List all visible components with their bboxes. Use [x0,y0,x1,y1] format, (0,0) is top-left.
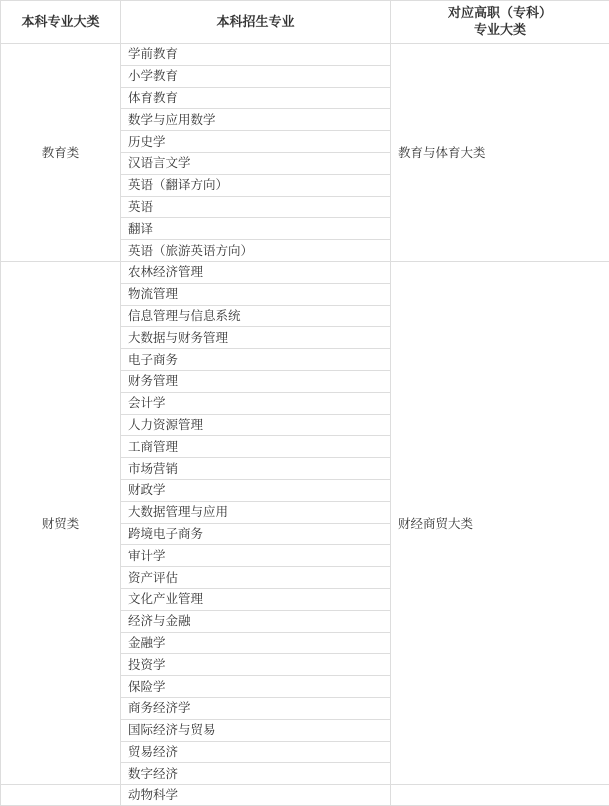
major-cell: 国际经济与贸易 [121,719,391,741]
table-row [1,785,609,806]
major-cell: 英语 [121,196,391,218]
major-cell: 经济与金融 [121,610,391,632]
major-cell: 人力资源管理 [121,414,391,436]
header-vocational-category [391,1,609,44]
major-cell: 审计学 [121,545,391,567]
vocational-category-cell [391,785,609,806]
major-cell: 电子商务 [121,349,391,371]
major-cell: 汉语言文学 [121,152,391,174]
major-cell: 小学教育 [121,65,391,87]
table-row [1,44,609,66]
header-vocational-line2: 专业大类 [391,22,609,39]
major-cell: 物流管理 [121,283,391,305]
major-cell: 财务管理 [121,370,391,392]
undergrad-category-cell: 教育类 [1,44,121,262]
major-cell: 数字经济 [121,763,391,785]
undergrad-category-cell [1,785,121,806]
table-row [1,261,609,283]
vocational-category-cell: 财经商贸大类 [391,261,609,784]
major-cell: 贸易经济 [121,741,391,763]
major-cell: 跨境电子商务 [121,523,391,545]
undergrad-category-cell: 财贸类 [1,261,121,784]
major-cell: 工商管理 [121,436,391,458]
major-cell: 市场营销 [121,458,391,480]
major-cell: 动物科学 [121,785,391,806]
major-cell: 会计学 [121,392,391,414]
header-undergrad-category: 本科专业大类 [1,1,121,44]
major-cell: 投资学 [121,654,391,676]
major-cell: 英语（翻译方向） [121,174,391,196]
major-cell: 财政学 [121,479,391,501]
major-cell: 翻译 [121,218,391,240]
major-cell: 金融学 [121,632,391,654]
major-cell: 资产评估 [121,567,391,589]
major-cell: 信息管理与信息系统 [121,305,391,327]
major-cell: 农林经济管理 [121,261,391,283]
major-cell: 商务经济学 [121,697,391,719]
major-cell: 数学与应用数学 [121,109,391,131]
major-cell: 大数据与财务管理 [121,327,391,349]
major-cell: 历史学 [121,131,391,153]
vocational-category-cell: 教育与体育大类 [391,44,609,262]
major-cell: 英语（旅游英语方向） [121,240,391,262]
major-cell: 大数据管理与应用 [121,501,391,523]
header-row [1,1,609,44]
major-cell: 体育教育 [121,87,391,109]
major-cell: 保险学 [121,676,391,698]
header-undergrad-major: 本科招生专业 [121,1,391,44]
major-cell: 学前教育 [121,44,391,66]
major-cell: 文化产业管理 [121,588,391,610]
header-vocational-line1: 对应高职（专科） [391,5,609,22]
